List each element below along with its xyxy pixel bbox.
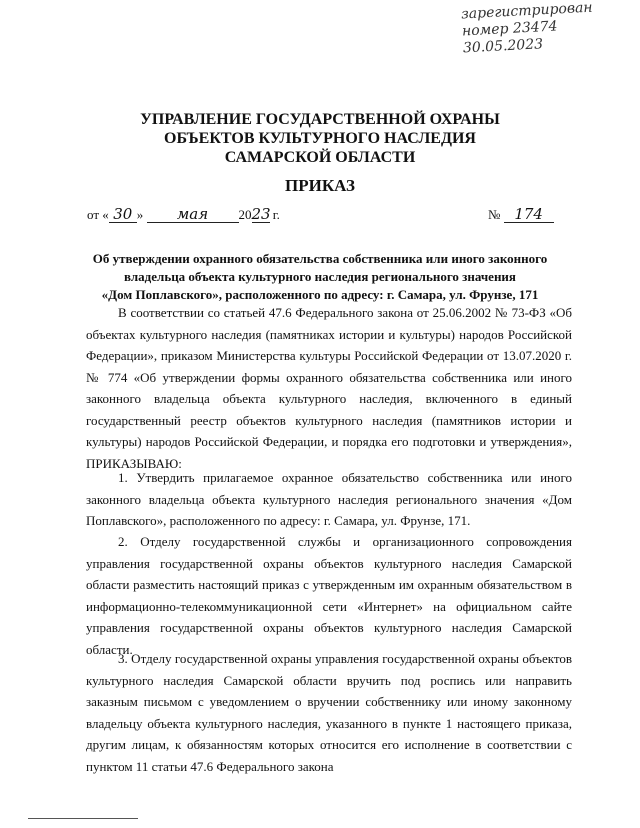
date-prefix: от « — [87, 207, 109, 222]
stamp-line-1: зарегистрирован — [460, 0, 593, 23]
year-unit: г. — [272, 207, 280, 222]
stamp-line-3: 30.05.2023 — [462, 36, 544, 57]
body-intro — [86, 302, 572, 474]
body-item-1 — [86, 467, 572, 532]
number-label: № — [488, 207, 501, 222]
item-2-paragraph: 2. Отделу государственной службы и организационного сопровождения управления государственной охраны объектов культурного наследия Самарской области разместить настоящий приказ с утвержденным им охранным обязательством в информационно-телекоммуникационной сети «Интернет» на официальном сайте управления государственной охраны объектов культурного наследия Самарской области. — [86, 534, 572, 657]
item-3-paragraph: 3. Отделу государственной охраны управления государственной охраны объектов культурного наследия Самарской области вручить под роспись или направить заказным письмом с уведомлением о вручении собственнику или иному законному владельцу объекта культурного наследия, указанного в пункте 1 настоящего приказа, другим лицам, к обязанностям которых относится его исполнение в соответствии с пунктом 11 статьи 47.6 Федерального закона — [86, 651, 572, 774]
order-date — [87, 206, 280, 223]
stamp-line-2: номер 23474 — [461, 18, 558, 40]
order-subject — [80, 250, 560, 304]
body-item-2 — [86, 531, 572, 660]
year-prefix: 20 — [238, 207, 252, 222]
date-day-close: » — [136, 207, 144, 222]
year-suffix: 23 — [251, 205, 271, 223]
subject-line-3: «Дом Поплавского», расположенного по адресу: г. Самара, ул. Фрунзе, 171 — [101, 287, 539, 302]
agency-name-line-1: УПРАВЛЕНИЕ ГОСУДАРСТВЕННОЙ ОХРАНЫ — [140, 111, 500, 128]
footnote-divider — [28, 818, 138, 819]
item-1-paragraph: 1. Утвердить прилагаемое охранное обязательство собственника или иного законного владельца объекта культурного наследия регионального значения «Дом Поплавского», расположенного по адресу: г. Самара, ул. Фрунзе, 171. — [86, 470, 572, 528]
order-number — [488, 206, 554, 223]
subject-line-1: Об утверждении охранного обязательства собственника или иного законного — [92, 251, 548, 266]
agency-name-line-3: САМАРСКОЙ ОБЛАСТИ — [224, 149, 416, 166]
body-item-3 — [86, 648, 572, 777]
intro-paragraph: В соответствии со статьей 47.6 Федерального закона от 25.06.2002 № 73-ФЗ «Об объектах культурного наследия (памятниках истории и культуры) народов Российской Федерации», приказом Министерства культуры Российской Федерации от 13.07.2020 г. № 774 «Об утверждении формы охранного обязательства собственника или иного законного владельца объекта культурного наследия, включенного в единый государственный реестр объектов культурного наследия (памятников истории и культуры) народов Российской Федерации, и порядка его подготовки и утверждения», ПРИКАЗЫВАЮ: — [86, 305, 572, 471]
number-value: 174 — [504, 206, 554, 223]
document-title: ПРИКАЗ — [285, 176, 355, 195]
date-day: 30 — [109, 206, 137, 223]
agency-name-line-2: ОБЪЕКТОВ КУЛЬТУРНОГО НАСЛЕДИЯ — [164, 130, 476, 147]
date-month: мая — [147, 206, 239, 223]
registration-stamp — [461, 0, 633, 57]
subject-line-2: владельца объекта культурного наследия регионального значения — [124, 269, 516, 284]
